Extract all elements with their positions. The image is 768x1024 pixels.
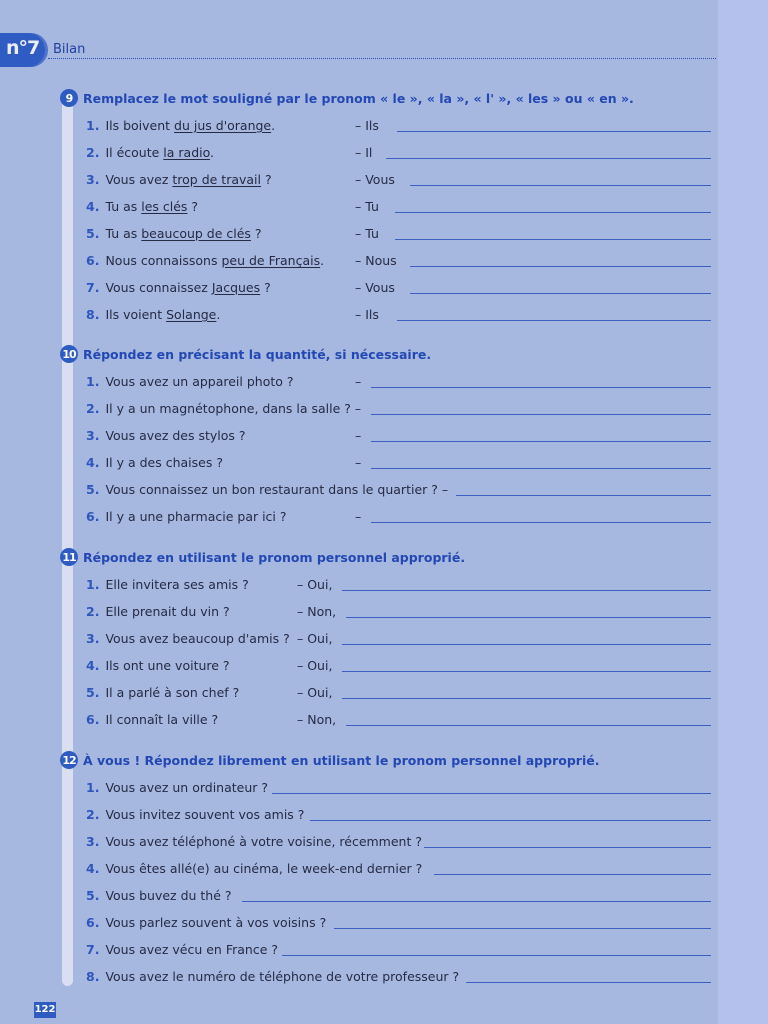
item-punct: . <box>216 307 221 322</box>
item-text: Vous avez des stylos ? <box>105 428 246 443</box>
answer-blank[interactable] <box>342 590 711 591</box>
answer-blank[interactable] <box>424 847 711 848</box>
exercise-item <box>86 807 304 827</box>
response-prefix: – <box>355 374 362 389</box>
response-prefix: – Non, <box>297 604 337 619</box>
exercise-item <box>86 374 294 394</box>
item-number: 6. <box>86 712 100 727</box>
answer-blank[interactable] <box>466 982 711 983</box>
item-text: Tu as <box>105 199 142 214</box>
item-number: 2. <box>86 807 100 822</box>
answer-blank[interactable] <box>310 820 711 821</box>
exercise-instruction: Répondez en utilisant le pronom personnel approprié. <box>83 549 466 565</box>
item-text: Il y a un magnétophone, dans la salle ? – <box>105 401 362 416</box>
response-prefix: – Tu <box>355 199 379 214</box>
response-prefix: – Il <box>355 145 373 160</box>
item-text: Tu as <box>105 226 142 241</box>
response-prefix: – <box>355 509 362 524</box>
exercise-item <box>86 145 214 165</box>
section-title: Bilan <box>53 42 86 57</box>
answer-blank[interactable] <box>456 495 711 496</box>
item-text: Vous avez beaucoup d'amis ? <box>105 631 290 646</box>
exercise-number-badge: 10 <box>60 345 78 363</box>
item-number: 3. <box>86 428 100 443</box>
answer-blank[interactable] <box>410 185 711 186</box>
exercise-11-header <box>60 548 465 566</box>
item-number: 4. <box>86 861 100 876</box>
item-text: Vous connaissez un bon restaurant dans le quartier ? – <box>105 482 449 497</box>
answer-blank[interactable] <box>272 793 711 794</box>
item-number: 3. <box>86 834 100 849</box>
answer-blank[interactable] <box>386 158 711 159</box>
item-number: 6. <box>86 253 100 268</box>
underlined-word: du jus d'orange <box>174 118 272 133</box>
item-text: Ils ont une voiture ? <box>105 658 230 673</box>
item-text: Ils voient <box>105 307 167 322</box>
answer-blank[interactable] <box>334 928 711 929</box>
answer-blank[interactable] <box>346 725 711 726</box>
item-number: 4. <box>86 658 100 673</box>
answer-blank[interactable] <box>434 874 711 875</box>
exercise-instruction: Répondez en précisant la quantité, si nécessaire. <box>83 346 432 362</box>
exercise-12-header <box>60 751 599 769</box>
item-text: Vous parlez souvent à vos voisins ? <box>105 915 327 930</box>
answer-blank[interactable] <box>410 293 711 294</box>
answer-blank[interactable] <box>346 617 711 618</box>
page-edge <box>718 0 768 1024</box>
underlined-word: Solange <box>166 307 217 322</box>
exercise-item <box>86 577 249 597</box>
response-prefix: – <box>355 455 362 470</box>
exercise-item <box>86 685 239 705</box>
exercise-item <box>86 401 361 421</box>
response-prefix: – Vous <box>355 172 395 187</box>
exercise-instruction: À vous ! Répondez librement en utilisant le pronom personnel approprié. <box>83 752 600 768</box>
item-text: Il a parlé à son chef ? <box>105 685 240 700</box>
exercise-item <box>86 482 448 502</box>
exercise-number-badge: 9 <box>60 89 78 107</box>
exercise-item <box>86 969 459 989</box>
item-number: 5. <box>86 685 100 700</box>
item-text: Vous avez <box>105 172 173 187</box>
item-text: Vous avez le numéro de téléphone de votre professeur ? <box>105 969 460 984</box>
answer-blank[interactable] <box>242 901 711 902</box>
exercise-item <box>86 942 278 962</box>
item-text: Vous avez un ordinateur ? <box>105 780 269 795</box>
item-number: 2. <box>86 604 100 619</box>
item-text: Vous avez téléphoné à votre voisine, récemment ? <box>105 834 422 849</box>
exercise-item <box>86 253 324 273</box>
underlined-word: la radio <box>163 145 211 160</box>
item-number: 6. <box>86 509 100 524</box>
exercise-item <box>86 118 275 138</box>
exercise-item <box>86 834 422 854</box>
item-number: 8. <box>86 969 100 984</box>
answer-blank[interactable] <box>342 698 711 699</box>
exercise-number-badge: 11 <box>60 548 78 566</box>
item-text: Il écoute <box>105 145 164 160</box>
exercise-item <box>86 658 230 678</box>
answer-blank[interactable] <box>342 671 711 672</box>
response-prefix: – Oui, <box>297 685 333 700</box>
answer-blank[interactable] <box>395 212 711 213</box>
exercise-item <box>86 780 268 800</box>
exercise-item <box>86 307 220 327</box>
item-punct: ? <box>261 172 272 187</box>
response-prefix: – Tu <box>355 226 379 241</box>
item-punct: . <box>210 145 215 160</box>
item-text: Vous êtes allé(e) au cinéma, le week-end dernier ? <box>105 861 423 876</box>
item-text: Vous avez vécu en France ? <box>105 942 278 957</box>
page-number: 122 <box>34 1002 56 1018</box>
exercise-item <box>86 915 326 935</box>
underlined-word: peu de Français <box>221 253 321 268</box>
underlined-word: trop de travail <box>172 172 261 187</box>
item-number: 5. <box>86 888 100 903</box>
item-number: 8. <box>86 307 100 322</box>
answer-blank[interactable] <box>371 387 711 388</box>
exercise-item <box>86 199 198 219</box>
item-number: 3. <box>86 172 100 187</box>
exercise-item <box>86 712 218 732</box>
item-number: 5. <box>86 226 100 241</box>
exercise-item <box>86 455 223 475</box>
exercise-item <box>86 226 262 246</box>
response-prefix: – Oui, <box>297 631 333 646</box>
item-number: 4. <box>86 455 100 470</box>
item-punct: ? <box>250 226 262 241</box>
exercise-item <box>86 861 422 881</box>
exercise-item <box>86 172 272 192</box>
answer-blank[interactable] <box>282 955 711 956</box>
response-prefix: – Nous <box>355 253 397 268</box>
item-number: 1. <box>86 374 100 389</box>
exercise-item <box>86 509 287 529</box>
response-prefix: – Oui, <box>297 658 333 673</box>
item-number: 3. <box>86 631 100 646</box>
exercise-9-header <box>60 89 634 107</box>
item-number: 1. <box>86 780 100 795</box>
item-text: Vous buvez du thé ? <box>105 888 232 903</box>
exercise-item <box>86 888 232 908</box>
answer-blank[interactable] <box>371 441 711 442</box>
answer-blank[interactable] <box>397 131 711 132</box>
answer-blank[interactable] <box>371 414 711 415</box>
exercise-item <box>86 631 290 651</box>
item-number: 1. <box>86 118 100 133</box>
response-prefix: – Oui, <box>297 577 333 592</box>
underlined-word: beaucoup de clés <box>141 226 251 241</box>
item-text: Il y a une pharmacie par ici ? <box>105 509 287 524</box>
exercise-number-badge: 12 <box>60 751 78 769</box>
item-number: 6. <box>86 915 100 930</box>
underlined-word: les clés <box>141 199 188 214</box>
item-text: Il connaît la ville ? <box>105 712 219 727</box>
answer-blank[interactable] <box>410 266 711 267</box>
item-number: 7. <box>86 942 100 957</box>
underlined-word: Jacques <box>211 280 261 295</box>
item-punct: . <box>320 253 325 268</box>
item-text: Vous invitez souvent vos amis ? <box>105 807 305 822</box>
item-punct: ? <box>187 199 199 214</box>
item-text: Elle prenait du vin ? <box>105 604 230 619</box>
item-number: 2. <box>86 145 100 160</box>
item-punct: ? <box>260 280 271 295</box>
exercise-item <box>86 280 271 300</box>
unit-label: n°7 <box>6 37 40 59</box>
item-text: Nous connaissons <box>105 253 222 268</box>
response-prefix: – Ils <box>355 118 379 133</box>
exercise-item <box>86 428 246 448</box>
item-number: 1. <box>86 577 100 592</box>
response-prefix: – Ils <box>355 307 379 322</box>
answer-blank[interactable] <box>342 644 711 645</box>
item-number: 7. <box>86 280 100 295</box>
item-number: 5. <box>86 482 100 497</box>
header-divider <box>48 58 716 59</box>
item-text: Vous connaissez <box>105 280 212 295</box>
item-text: Elle invitera ses amis ? <box>105 577 249 592</box>
answer-blank[interactable] <box>395 239 711 240</box>
exercise-10-header <box>60 345 431 363</box>
item-text: Vous avez un appareil photo ? <box>105 374 294 389</box>
item-number: 2. <box>86 401 100 416</box>
answer-blank[interactable] <box>397 320 711 321</box>
response-prefix: – Vous <box>355 280 395 295</box>
answer-blank[interactable] <box>371 468 711 469</box>
item-number: 4. <box>86 199 100 214</box>
item-punct: . <box>271 118 276 133</box>
item-text: Il y a des chaises ? <box>105 455 223 470</box>
exercise-item <box>86 604 230 624</box>
exercise-instruction: Remplacez le mot souligné par le pronom « le », « la », « l' », « les » ou « en ». <box>83 90 634 106</box>
item-text: Ils boivent <box>105 118 175 133</box>
response-prefix: – Non, <box>297 712 337 727</box>
margin-rail <box>62 96 73 986</box>
answer-blank[interactable] <box>371 522 711 523</box>
response-prefix: – <box>355 428 362 443</box>
